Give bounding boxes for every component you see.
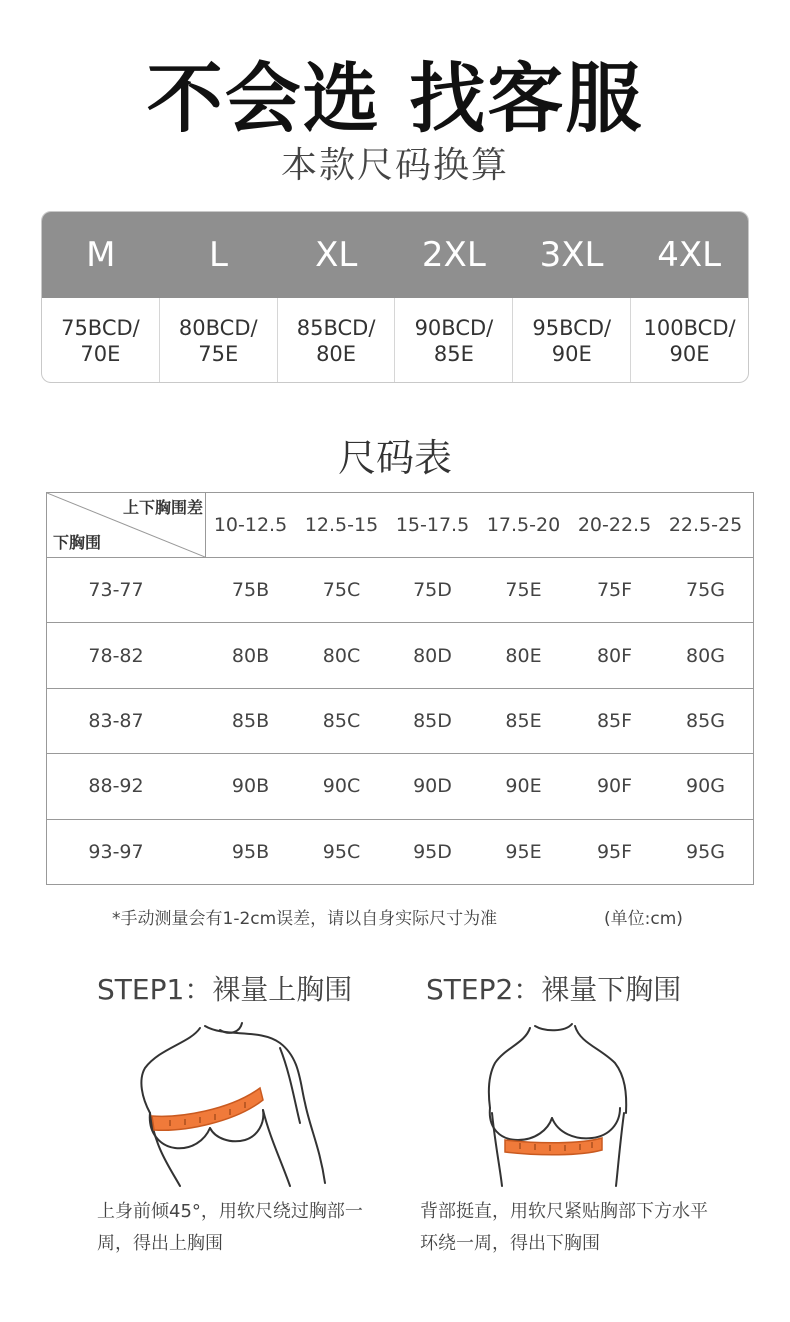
band-value: 95BCD/ 90E bbox=[512, 298, 630, 383]
column-header: 17.5-20 bbox=[486, 514, 561, 536]
size-table-title: 尺码表 bbox=[337, 436, 452, 480]
underbust-range: 93-97 bbox=[88, 840, 144, 863]
step1-description: 上身前倾45°，用软尺绕过胸部一周，得出上胸围 bbox=[97, 1201, 363, 1254]
size-label: 4XL bbox=[657, 235, 722, 275]
size-cell: 80E bbox=[505, 644, 542, 667]
column-header: 20-22.5 bbox=[577, 514, 652, 536]
underbust-range: 83-87 bbox=[88, 709, 144, 732]
size-cell: 80C bbox=[322, 644, 361, 667]
size-cell: 95D bbox=[413, 840, 452, 863]
size-cell: 95F bbox=[596, 840, 633, 863]
underbust-range: 73-77 bbox=[88, 579, 144, 602]
conversion-header-row bbox=[42, 212, 748, 298]
table-row bbox=[47, 622, 753, 687]
table-header-row bbox=[47, 493, 753, 557]
size-cell: 90B bbox=[231, 775, 270, 798]
page-title: 不会选 找客服 bbox=[146, 54, 644, 143]
size-cell: 95B bbox=[231, 840, 270, 863]
size-cell: 85D bbox=[413, 709, 452, 732]
table-corner-cell bbox=[47, 493, 206, 557]
table-row bbox=[47, 819, 753, 884]
size-cell: 75G bbox=[686, 579, 725, 602]
size-label: XL bbox=[315, 235, 358, 275]
conversion-band-row bbox=[42, 298, 748, 383]
column-header: 15-17.5 bbox=[395, 514, 470, 536]
size-cell: 80G bbox=[686, 644, 725, 667]
size-cell: 75F bbox=[596, 579, 633, 602]
page-subtitle: 本款尺码换算 bbox=[280, 145, 509, 186]
size-cell: 90G bbox=[686, 775, 725, 798]
measurement-note: *手动测量会有1-2cm误差，请以自身实际尺寸为准 bbox=[112, 909, 498, 929]
underbust-range: 78-82 bbox=[88, 644, 144, 667]
size-cell: 75D bbox=[413, 579, 452, 602]
column-header: 10-12.5 bbox=[213, 514, 288, 536]
size-cell: 85F bbox=[596, 709, 633, 732]
size-cell: 95G bbox=[686, 840, 725, 863]
size-cell: 75C bbox=[322, 579, 361, 602]
underbust-range: 88-92 bbox=[88, 775, 144, 798]
step1-illustration bbox=[130, 1018, 340, 1188]
size-label: L bbox=[209, 235, 228, 275]
band-value: 80BCD/ 75E bbox=[159, 298, 277, 383]
table-row bbox=[47, 557, 753, 622]
size-label: 3XL bbox=[539, 235, 604, 275]
band-value: 85BCD/ 80E bbox=[277, 298, 395, 383]
band-value: 100BCD/ 90E bbox=[630, 298, 748, 383]
size-cell: 80D bbox=[413, 644, 452, 667]
step2-title: STEP2：裸量下胸围 bbox=[426, 973, 682, 1006]
size-cell: 90C bbox=[322, 775, 361, 798]
unit-label: (单位:cm) bbox=[604, 909, 683, 929]
step1-title: STEP1：裸量上胸围 bbox=[97, 973, 353, 1006]
size-table bbox=[46, 492, 754, 885]
corner-bottom-label: 下胸围 bbox=[53, 533, 102, 552]
size-label: 2XL bbox=[421, 235, 486, 275]
size-cell: 85B bbox=[231, 709, 270, 732]
column-header: 12.5-15 bbox=[304, 514, 379, 536]
size-label: M bbox=[86, 235, 116, 275]
size-cell: 80B bbox=[231, 644, 270, 667]
step2-illustration bbox=[480, 1018, 640, 1188]
size-conversion-table bbox=[41, 211, 749, 383]
size-cell: 85C bbox=[322, 709, 361, 732]
size-cell: 75E bbox=[505, 579, 542, 602]
band-value: 75BCD/ 70E bbox=[61, 315, 140, 366]
size-cell: 90F bbox=[596, 775, 633, 798]
column-header: 22.5-25 bbox=[668, 514, 743, 536]
size-cell: 75B bbox=[231, 579, 270, 602]
size-cell: 80F bbox=[596, 644, 633, 667]
size-cell: 90E bbox=[505, 775, 542, 798]
table-row bbox=[47, 753, 753, 818]
table-row bbox=[47, 688, 753, 753]
size-cell: 85E bbox=[505, 709, 542, 732]
corner-top-label: 上下胸围差 bbox=[122, 498, 203, 517]
size-cell: 95C bbox=[322, 840, 361, 863]
size-cell: 85G bbox=[686, 709, 725, 732]
band-value: 90BCD/ 85E bbox=[394, 298, 512, 383]
size-cell: 95E bbox=[505, 840, 542, 863]
size-cell: 90D bbox=[413, 775, 452, 798]
step2-description: 背部挺直，用软尺紧贴胸部下方水平环绕一周，得出下胸围 bbox=[420, 1201, 708, 1254]
